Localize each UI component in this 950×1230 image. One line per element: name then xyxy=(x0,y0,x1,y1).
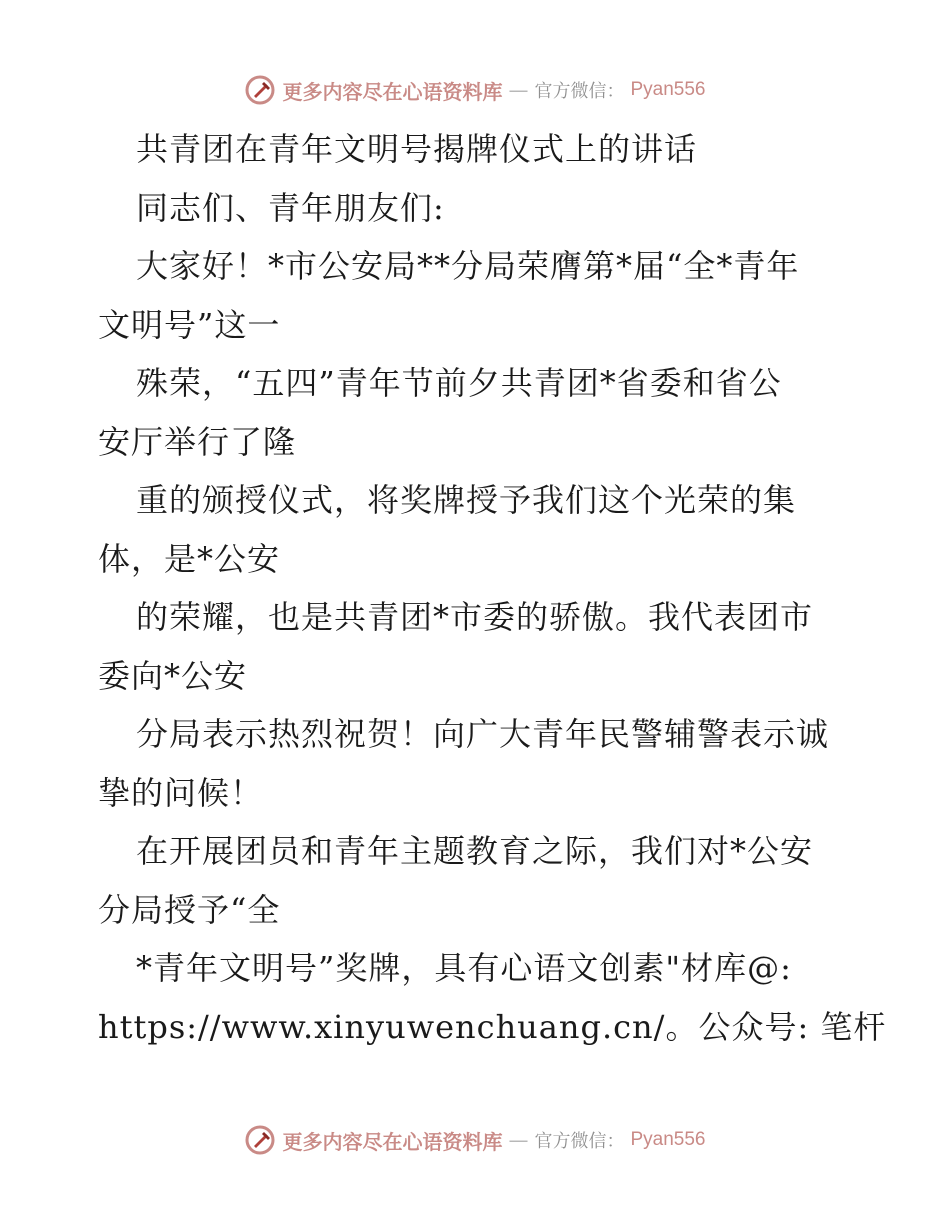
watermark-id: Pyan556 xyxy=(630,79,706,100)
paragraph-line: 体，是*公安 xyxy=(98,539,281,578)
watermark-label: 官方微信： xyxy=(534,1131,625,1152)
paragraph-line: 文明号”这一 xyxy=(98,305,281,344)
watermark-dash: — xyxy=(508,1128,529,1152)
watermark-brand: 更多内容尽在心语资料库 xyxy=(282,79,503,104)
brand-logo-icon xyxy=(244,1124,276,1156)
brand-logo-icon xyxy=(244,74,276,106)
footer-watermark xyxy=(0,1120,950,1160)
header-watermark xyxy=(0,70,950,110)
watermark-brand: 更多内容尽在心语资料库 xyxy=(282,1129,503,1154)
paragraph-line: 安厅举行了隆 xyxy=(98,422,297,461)
url-line: https://www.xinyuwenchuang.cn/。公众号: 笔杆 xyxy=(98,1007,887,1046)
watermark-dash: — xyxy=(508,78,529,102)
paragraph-line: 大家好！*市公安局**分局荣膺第*届“全*青年 xyxy=(136,247,800,285)
paragraph-line: 挚的问候！ xyxy=(98,773,264,812)
document-body xyxy=(98,120,887,1056)
paragraph-line: 殊荣，“五四”青年节前夕共青团*省委和省公 xyxy=(136,364,782,402)
paragraph-line: 分局授予“全 xyxy=(98,890,281,929)
document-title: 共青团在青年文明号揭牌仪式上的讲话 xyxy=(136,130,698,168)
paragraph-line: 同志们、青年朋友们: xyxy=(136,188,445,227)
paragraph-line: 在开展团员和青年主题教育之际，我们对*公安 xyxy=(136,832,814,870)
paragraph-line: 委向*公安 xyxy=(98,656,248,695)
watermark-label: 官方微信： xyxy=(534,81,625,102)
paragraph-line: 分局表示热烈祝贺！向广大青年民警辅警表示诚 xyxy=(136,715,830,753)
watermark-id: Pyan556 xyxy=(630,1129,706,1150)
paragraph-line: *青年文明号”奖牌，具有心语文创素"材库@: xyxy=(136,949,792,987)
paragraph-line: 重的颁授仪式，将奖牌授予我们这个光荣的集 xyxy=(136,481,797,519)
paragraph-line: 的荣耀，也是共青团*市委的骄傲。我代表团市 xyxy=(136,598,814,636)
